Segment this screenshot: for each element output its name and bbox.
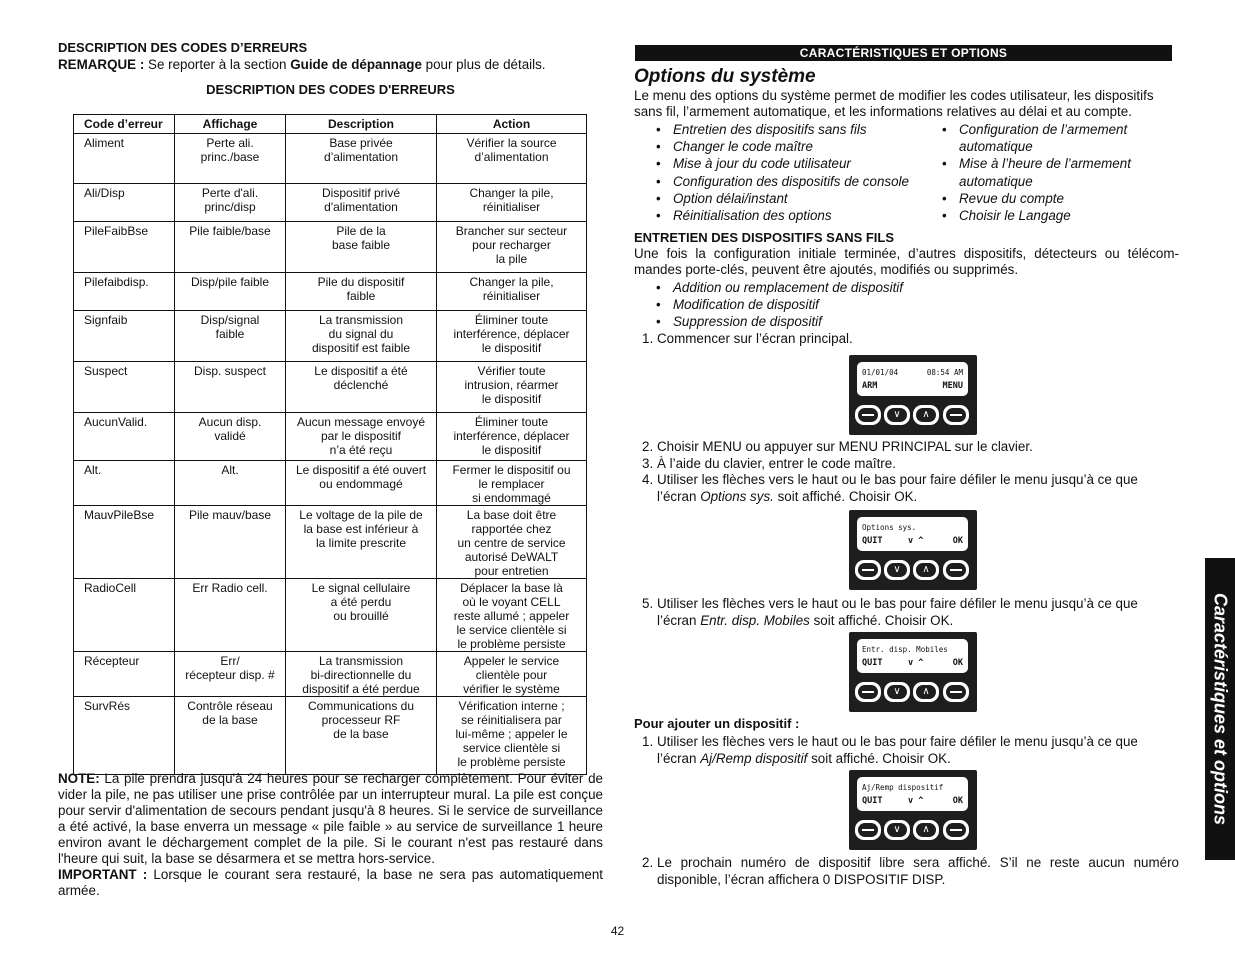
header-action: Action bbox=[437, 115, 587, 134]
list-item: • Addition ou remplacement de dispositif bbox=[656, 279, 1156, 296]
cell-line: Perte ali. bbox=[206, 136, 254, 150]
cell-line: Disp/pile faible bbox=[190, 275, 270, 289]
list-item: • Entretien des dispositifs sans fils bbox=[656, 121, 936, 138]
cell-line: validé bbox=[214, 429, 246, 443]
page-number: 42 bbox=[610, 924, 625, 938]
cell-display bbox=[175, 506, 286, 579]
arrow-down-button[interactable] bbox=[884, 682, 910, 702]
table-row bbox=[74, 506, 587, 579]
cell-line: Aucun disp. bbox=[198, 415, 262, 429]
subsection-intro: Une fois la configuration initiale terminée, d’autres dispositifs, détecteurs ou télécommandes porte-clés, peuvent être ajoutés, modifiés ou supprimés. bbox=[634, 246, 1179, 277]
cell-line: Éliminer toute bbox=[474, 313, 549, 327]
cell-line: le problème persiste bbox=[457, 637, 566, 651]
header-description: Description bbox=[286, 115, 437, 134]
arrow-up-button[interactable] bbox=[913, 682, 939, 702]
softkey-right-button[interactable] bbox=[943, 820, 969, 840]
cell-line: faible bbox=[346, 289, 376, 303]
cell-action bbox=[437, 697, 587, 775]
chevron-down-icon: ∨ bbox=[887, 563, 907, 577]
cell-line: le service clientèle si bbox=[456, 623, 567, 637]
cell-code bbox=[74, 461, 175, 506]
list-item: • Suppression de dispositif bbox=[656, 313, 1156, 330]
table-row bbox=[74, 362, 587, 413]
softkey-left-button[interactable] bbox=[855, 560, 881, 580]
cell-line: Pile de la bbox=[336, 224, 386, 238]
device-actions-list bbox=[656, 279, 1156, 331]
cell-line: faible bbox=[215, 327, 245, 341]
cell-line: clientèle pour bbox=[475, 668, 548, 682]
table-row bbox=[74, 311, 587, 362]
lcd-left-softkey: QUIT bbox=[862, 658, 883, 668]
lcd-screen bbox=[857, 639, 968, 673]
cell-line: Ali/Disp bbox=[84, 186, 125, 200]
table-header-row bbox=[74, 115, 587, 134]
error-codes-table bbox=[73, 114, 587, 775]
cell-line: Err Radio cell. bbox=[192, 581, 268, 595]
cell-action bbox=[437, 184, 587, 222]
lcd-line1: Entr. disp. Mobiles bbox=[862, 645, 948, 654]
cell-action bbox=[437, 652, 587, 697]
cell-line: interférence, déplacer bbox=[453, 327, 570, 341]
softkey-right-button[interactable] bbox=[943, 405, 969, 425]
cell-line: Err/ bbox=[220, 654, 240, 668]
lcd-right-softkey: OK bbox=[952, 536, 963, 546]
cell-line: de la base bbox=[202, 713, 258, 727]
cell-line: le dispositif bbox=[481, 443, 542, 457]
cell-line: Le dispositif a été ouvert bbox=[295, 463, 427, 477]
cell-line: interférence, déplacer bbox=[453, 429, 570, 443]
softkey-left-button[interactable] bbox=[855, 820, 881, 840]
chevron-up-icon: ∧ bbox=[916, 408, 936, 422]
cell-description bbox=[286, 311, 437, 362]
cell-code bbox=[74, 184, 175, 222]
cell-line: un centre de service bbox=[457, 536, 566, 550]
cell-line: Pile mauv/base bbox=[188, 508, 272, 522]
cell-line: service clientèle si bbox=[462, 741, 561, 755]
cell-line: princ/disp bbox=[204, 200, 256, 214]
cell-line: Changer la pile, bbox=[469, 186, 554, 200]
remark-label: REMARQUE : bbox=[58, 57, 145, 72]
list-item: • Configuration de l’armement automatique bbox=[942, 121, 1177, 155]
cell-line: SurvRés bbox=[84, 699, 131, 713]
cell-line: Perte d'ali. bbox=[201, 186, 259, 200]
list-item: • Mise à l’heure de l’armement automatique bbox=[942, 155, 1177, 189]
cell-line: Éliminer toute bbox=[474, 415, 549, 429]
softkey-left-button[interactable] bbox=[855, 405, 881, 425]
list-item: • Choisir le Langage bbox=[942, 207, 1177, 224]
cell-line: Suspect bbox=[84, 364, 128, 378]
step-item: 1. Commencer sur l’écran principal. bbox=[642, 331, 853, 346]
cell-display bbox=[175, 222, 286, 273]
cell-line: Dispositif privé bbox=[321, 186, 401, 200]
cell-line: d’alimentation bbox=[474, 150, 549, 164]
cell-line: intrusion, réarmer bbox=[464, 378, 559, 392]
important-paragraph bbox=[58, 867, 603, 899]
lcd-arrows: v ^ bbox=[908, 796, 924, 806]
cell-line: Alt. bbox=[84, 463, 102, 477]
important-text: Lorsque le courant sera restauré, la base ne sera pas automatiquement armée. bbox=[58, 867, 603, 898]
cell-line: le problème persiste bbox=[457, 755, 566, 769]
note-paragraph bbox=[58, 771, 603, 867]
cell-line: Disp/signal bbox=[200, 313, 260, 327]
side-tab bbox=[1205, 558, 1235, 860]
cell-line: autorisé DeWALT bbox=[464, 550, 559, 564]
cell-line: par le dispositif bbox=[320, 429, 402, 443]
header-code: Code d’erreur bbox=[74, 115, 175, 134]
cell-line: Fermer le dispositif ou bbox=[452, 463, 571, 477]
important-label: IMPORTANT : bbox=[58, 867, 148, 882]
cell-display bbox=[175, 697, 286, 775]
cell-line: d'alimentation bbox=[324, 200, 398, 214]
step-item: 4. Utiliser les flèches vers le haut ou le bas pour faire défiler le menu jusqu’à ce que l’écran Options sys. soit affiché. Choisir OK. bbox=[642, 472, 1138, 504]
cell-line: n’a été reçu bbox=[329, 443, 393, 457]
list-item: • Changer le code maître bbox=[656, 138, 936, 155]
cell-line: Communications du bbox=[307, 699, 415, 713]
cell-line: la limite prescrite bbox=[315, 536, 407, 550]
keypad-display-options bbox=[849, 510, 977, 590]
cell-line: Brancher sur secteur bbox=[455, 224, 568, 238]
cell-line: Aliment bbox=[84, 136, 125, 150]
cell-line: le dispositif bbox=[481, 341, 542, 355]
cell-description bbox=[286, 697, 437, 775]
cell-line: pour entretien bbox=[474, 564, 549, 578]
cell-line: Le signal cellulaire bbox=[311, 581, 411, 595]
cell-line: reste allumé ; appeler bbox=[453, 609, 570, 623]
side-tab-label: Caractéristiques et options bbox=[1210, 592, 1231, 826]
softkey-left-button[interactable] bbox=[855, 682, 881, 702]
remark-bold: Guide de dépannage bbox=[290, 57, 422, 72]
cell-action bbox=[437, 413, 587, 461]
cell-line: Contrôle réseau bbox=[187, 699, 273, 713]
lcd-left-softkey: QUIT bbox=[862, 536, 883, 546]
cell-line: se réinitialisera par bbox=[461, 713, 562, 727]
lcd-screen bbox=[857, 777, 968, 811]
table-row bbox=[74, 273, 587, 311]
list-item: • Réinitialisation des options bbox=[656, 207, 936, 224]
options-list-1 bbox=[656, 121, 936, 224]
options-list-2 bbox=[942, 121, 1177, 224]
cell-line: Disp. suspect bbox=[193, 364, 267, 378]
cell-line: le remplacer bbox=[478, 477, 545, 491]
cell-line: La base doit être bbox=[466, 508, 557, 522]
table-row bbox=[74, 652, 587, 697]
step-item: 5. Utiliser les flèches vers le haut ou le bas pour faire défiler le menu jusqu’à ce que l’écran Entr. disp. Mobiles soit affiché. Choisir OK. bbox=[642, 596, 1138, 628]
cell-display bbox=[175, 362, 286, 413]
cell-code bbox=[74, 579, 175, 652]
cell-line: Alt. bbox=[221, 463, 239, 477]
table-row bbox=[74, 697, 587, 775]
cell-line: Récepteur bbox=[84, 654, 140, 668]
cell-line: Signfaib bbox=[84, 313, 128, 327]
cell-description bbox=[286, 222, 437, 273]
table-row bbox=[74, 461, 587, 506]
lcd-screen bbox=[857, 517, 968, 551]
arrow-down-button[interactable] bbox=[884, 560, 910, 580]
lcd-line1: Options sys. bbox=[862, 523, 917, 532]
remark-text: Se reporter à la section bbox=[148, 57, 287, 72]
table-row bbox=[74, 413, 587, 461]
header-display: Affichage bbox=[175, 115, 286, 134]
cell-code bbox=[74, 362, 175, 413]
cell-line: Vérification interne ; bbox=[458, 699, 565, 713]
lcd-arrows: v ^ bbox=[908, 536, 924, 546]
cell-display bbox=[175, 652, 286, 697]
list-item: • Revue du compte bbox=[942, 190, 1177, 207]
cell-line: déclenché bbox=[333, 378, 389, 392]
section-title: Options du système bbox=[634, 66, 816, 87]
cell-description bbox=[286, 362, 437, 413]
note-text: La pile prendra jusqu'à 24 heures pour se recharger complètement. Pour éviter de vider la pile, ne pas utiliser une prise contrôlée par un interrupteur mural. La pile est conçue pour servir d'alimentation de secours pendant jusqu'à 8 heures. Si le service de surveillance a été activé, la base enverra un message « pile faible » au service de surveillance 1 heure environ avant le déchargement complet de la pile. Si le courant n'est pas restauré dans l'heure qui suit, la base se désarmera et se mettra hors-service. bbox=[58, 771, 603, 866]
cell-line: de la base bbox=[333, 727, 389, 741]
lcd-right-softkey: MENU bbox=[942, 381, 963, 391]
cell-line: où le voyant CELL bbox=[462, 595, 561, 609]
add-steps-2 bbox=[634, 855, 1179, 888]
cell-description bbox=[286, 184, 437, 222]
cell-line: AucunValid. bbox=[84, 415, 148, 429]
intro-paragraph: Le menu des options du système permet de modifier les codes utilisateur, les dispositifs sans fil, l’armement automatique, et les informations relatives au délai et au compte. bbox=[634, 88, 1154, 119]
cell-line: d’alimentation bbox=[323, 150, 399, 164]
cell-line: Base privée bbox=[329, 136, 393, 150]
cell-code bbox=[74, 222, 175, 273]
cell-line: processeur RF bbox=[321, 713, 401, 727]
cell-line: La transmission bbox=[318, 654, 404, 668]
lcd-right-softkey: OK bbox=[952, 658, 963, 668]
cell-display bbox=[175, 413, 286, 461]
cell-line: Le voltage de la pile de bbox=[299, 508, 423, 522]
steps-start bbox=[634, 331, 1179, 348]
list-item: • Modification de dispositif bbox=[656, 296, 1156, 313]
cell-display bbox=[175, 184, 286, 222]
steps-5 bbox=[634, 596, 1179, 629]
cell-line: Pilefaibdisp. bbox=[84, 275, 149, 289]
cell-line: Le dispositif a été bbox=[314, 364, 408, 378]
lcd-right-softkey: OK bbox=[952, 796, 963, 806]
cell-display bbox=[175, 311, 286, 362]
softkey-right-button[interactable] bbox=[943, 682, 969, 702]
chevron-up-icon: ∧ bbox=[916, 685, 936, 699]
cell-code bbox=[74, 652, 175, 697]
cell-line: Pile faible/base bbox=[189, 224, 271, 238]
cell-line: pour recharger bbox=[472, 238, 551, 252]
lcd-arrows: v ^ bbox=[908, 658, 924, 668]
steps-mid bbox=[634, 439, 1179, 505]
add-steps-1 bbox=[634, 734, 1179, 767]
cell-line: MauvPileBse bbox=[84, 508, 155, 522]
cell-line: réinitialiser bbox=[482, 200, 541, 214]
step-item: 2. Le prochain numéro de dispositif libre sera affiché. S’il ne reste aucun numéro disponible, l’écran affichera 0 DISPOSITIF DISP. bbox=[642, 855, 1179, 887]
cell-action bbox=[437, 506, 587, 579]
keypad-display-wireless bbox=[849, 632, 977, 712]
cell-description bbox=[286, 579, 437, 652]
cell-line: le dispositif bbox=[481, 392, 542, 406]
table-row bbox=[74, 579, 587, 652]
cell-line: récepteur disp. # bbox=[185, 668, 275, 682]
cell-code bbox=[74, 134, 175, 184]
list-item: • Mise à jour du code utilisateur bbox=[656, 155, 936, 172]
cell-line: Vérifier la source bbox=[466, 136, 557, 150]
cell-line: Appeler le service bbox=[463, 654, 560, 668]
errors-heading: DESCRIPTION DES CODES D’ERREURS bbox=[58, 40, 308, 55]
cell-action bbox=[437, 222, 587, 273]
cell-description bbox=[286, 134, 437, 184]
cell-line: rapportée chez bbox=[471, 522, 552, 536]
chevron-down-icon: ∨ bbox=[887, 685, 907, 699]
arrow-down-button[interactable] bbox=[884, 820, 910, 840]
cell-line: La transmission bbox=[318, 313, 404, 327]
cell-code bbox=[74, 273, 175, 311]
lcd-left-softkey: ARM bbox=[862, 381, 878, 391]
table-row bbox=[74, 184, 587, 222]
lcd-date: 01/01/04 bbox=[862, 368, 899, 377]
list-item: • Option délai/instant bbox=[656, 190, 936, 207]
cell-line: ou endommagé bbox=[319, 477, 403, 491]
cell-description bbox=[286, 273, 437, 311]
cell-action bbox=[437, 362, 587, 413]
cell-line: Pile du dispositif bbox=[317, 275, 405, 289]
chevron-down-icon: ∨ bbox=[887, 823, 907, 837]
cell-line: Déplacer la base là bbox=[460, 581, 563, 595]
add-device-heading: Pour ajouter un dispositif : bbox=[634, 716, 800, 731]
cell-line: la base est inférieur à bbox=[303, 522, 419, 536]
cell-description bbox=[286, 652, 437, 697]
cell-line: base faible bbox=[331, 238, 391, 252]
cell-action bbox=[437, 311, 587, 362]
lcd-time: 08:54 AM bbox=[926, 368, 963, 377]
lcd-left-softkey: QUIT bbox=[862, 796, 883, 806]
cell-code bbox=[74, 697, 175, 775]
cell-code bbox=[74, 413, 175, 461]
lcd-line1: Aj/Remp dispositif bbox=[862, 783, 944, 792]
section-bar: CARACTÉRISTIQUES ET OPTIONS bbox=[635, 45, 1172, 61]
arrow-down-button[interactable] bbox=[884, 405, 910, 425]
arrow-up-button[interactable] bbox=[913, 560, 939, 580]
cell-line: vérifier le système bbox=[463, 682, 560, 696]
cell-line: a été perdu bbox=[330, 595, 392, 609]
note-label: NOTE: bbox=[58, 771, 100, 786]
cell-line: Changer la pile, bbox=[469, 275, 554, 289]
cell-line: bi-directionnelle du bbox=[310, 668, 412, 682]
cell-action bbox=[437, 134, 587, 184]
step-item: 1. Utiliser les flèches vers le haut ou le bas pour faire défiler le menu jusqu’à ce que l’écran Aj/Remp dispositif soit affiché. Choisir OK. bbox=[642, 734, 1138, 766]
cell-line: du signal du bbox=[328, 327, 394, 341]
cell-display bbox=[175, 134, 286, 184]
cell-line: dispositif a été perdue bbox=[302, 682, 420, 696]
cell-line: dispositif est faible bbox=[311, 341, 411, 355]
cell-description bbox=[286, 461, 437, 506]
cell-line: Aucun message envoyé bbox=[296, 415, 426, 429]
table-row bbox=[74, 222, 587, 273]
cell-line: RadioCell bbox=[84, 581, 137, 595]
cell-line: réinitialiser bbox=[482, 289, 541, 303]
cell-line: princ./base bbox=[200, 150, 260, 164]
chevron-up-icon: ∧ bbox=[916, 823, 936, 837]
chevron-up-icon: ∧ bbox=[916, 563, 936, 577]
cell-action bbox=[437, 273, 587, 311]
cell-line: Vérifier toute bbox=[477, 364, 546, 378]
step-item: 2. Choisir MENU ou appuyer sur MENU PRINCIPAL sur le clavier. bbox=[642, 439, 1033, 454]
lcd-screen bbox=[857, 362, 968, 396]
cell-code bbox=[74, 506, 175, 579]
cell-display bbox=[175, 273, 286, 311]
subsection-heading: ENTRETIEN DES DISPOSITIFS SANS FILS bbox=[634, 230, 895, 245]
cell-display bbox=[175, 461, 286, 506]
table-title: DESCRIPTION DES CODES D'ERREURS bbox=[206, 82, 455, 97]
table-row bbox=[74, 134, 587, 184]
cell-line: la pile bbox=[495, 252, 528, 266]
keypad-display-main bbox=[849, 355, 977, 435]
cell-description bbox=[286, 506, 437, 579]
cell-line: lui-même ; appeler le bbox=[455, 727, 568, 741]
softkey-right-button[interactable] bbox=[943, 560, 969, 580]
cell-display bbox=[175, 579, 286, 652]
chevron-down-icon: ∨ bbox=[887, 408, 907, 422]
cell-line: PileFaibBse bbox=[84, 224, 149, 238]
cell-action bbox=[437, 461, 587, 506]
cell-code bbox=[74, 311, 175, 362]
remark bbox=[58, 57, 546, 73]
cell-description bbox=[286, 413, 437, 461]
cell-action bbox=[437, 579, 587, 652]
list-item: • Configuration des dispositifs de console bbox=[656, 173, 936, 190]
arrow-up-button[interactable] bbox=[913, 405, 939, 425]
cell-line: si endommagé bbox=[472, 491, 551, 505]
arrow-up-button[interactable] bbox=[913, 820, 939, 840]
keypad-display-add-device bbox=[849, 770, 977, 850]
step-item: 3. À l’aide du clavier, entrer le code maître. bbox=[642, 455, 896, 471]
remark-end: pour plus de détails. bbox=[425, 57, 546, 72]
cell-line: ou brouillé bbox=[333, 609, 389, 623]
